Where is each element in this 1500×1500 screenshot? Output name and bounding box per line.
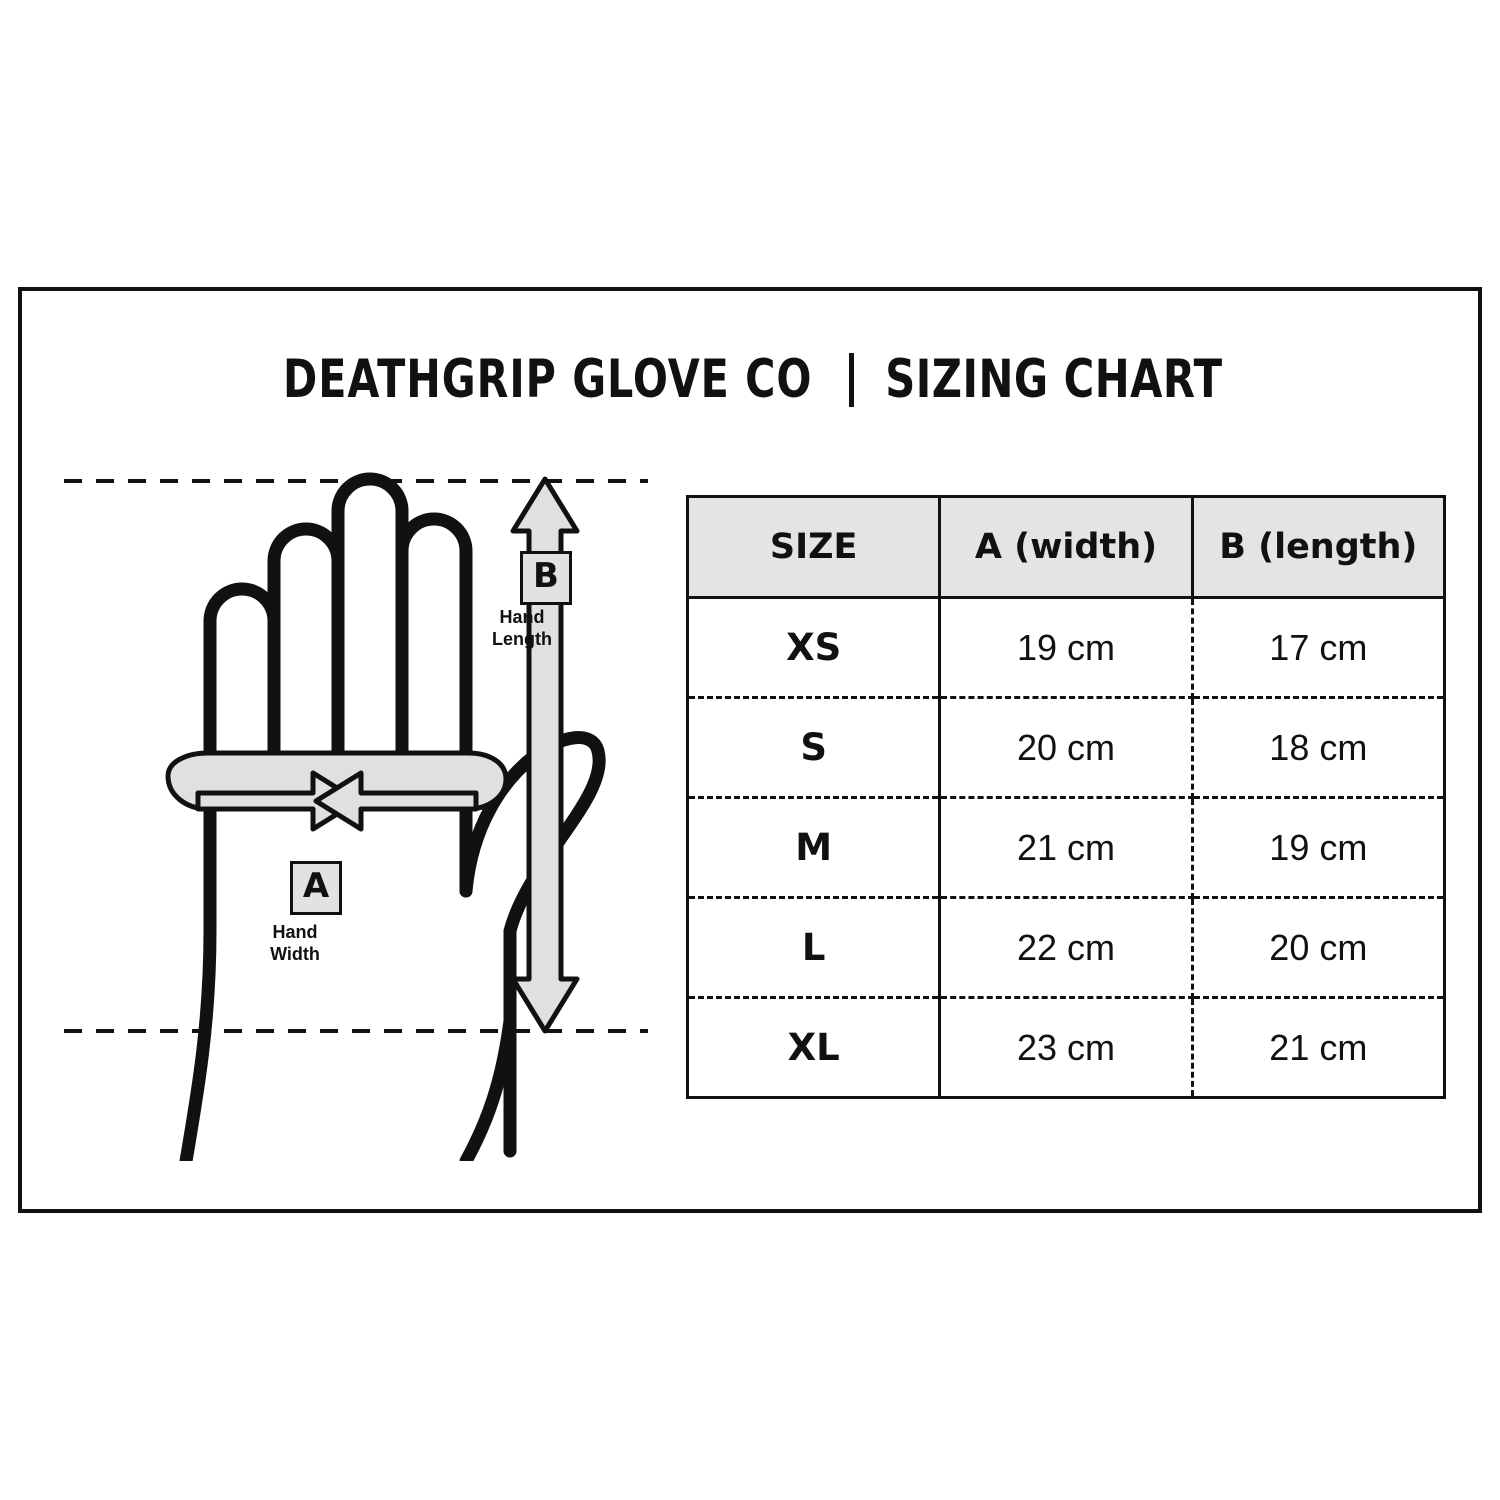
chart-header — [22, 349, 1478, 411]
column-header-b-length: B (length) — [1192, 497, 1444, 598]
column-header-a-width: A (width) — [940, 497, 1192, 598]
label-b-caption-line1: Hand — [499, 607, 545, 627]
size-table — [686, 495, 1446, 1099]
header-divider — [849, 353, 854, 407]
label-a-caption-line1: Hand — [272, 922, 318, 942]
cell-width: 19 cm — [940, 598, 1192, 698]
table-row — [688, 698, 1445, 798]
label-a-badge: A — [290, 861, 342, 915]
table-header-row — [688, 497, 1445, 598]
label-b-badge: B — [520, 551, 572, 605]
cell-length: 18 cm — [1192, 698, 1444, 798]
cell-length: 21 cm — [1192, 998, 1444, 1098]
cell-width: 20 cm — [940, 698, 1192, 798]
label-a-caption-line2: Width — [270, 944, 320, 964]
cell-size: XL — [688, 998, 940, 1098]
cell-width: 23 cm — [940, 998, 1192, 1098]
size-table-head — [688, 497, 1445, 598]
brand-name: DEATHGRIP GLOVE CO — [282, 349, 813, 411]
sizing-chart-card — [18, 287, 1482, 1213]
cell-width: 22 cm — [940, 898, 1192, 998]
cell-size: L — [688, 898, 940, 998]
cell-size: S — [688, 698, 940, 798]
cell-size: M — [688, 798, 940, 898]
table-row — [688, 998, 1445, 1098]
table-row — [688, 598, 1445, 698]
label-b-caption-line2: Length — [492, 629, 552, 649]
cell-width: 21 cm — [940, 798, 1192, 898]
size-table-body — [688, 598, 1445, 1098]
cell-size: XS — [688, 598, 940, 698]
hand-measurement-diagram — [58, 461, 688, 1161]
label-a-caption — [235, 921, 355, 965]
cell-length: 20 cm — [1192, 898, 1444, 998]
table-row — [688, 898, 1445, 998]
page-title: SIZING CHART — [885, 349, 1223, 411]
hand-diagram-svg — [58, 461, 688, 1161]
label-b-caption — [462, 606, 582, 650]
table-row — [688, 798, 1445, 898]
column-header-size: SIZE — [688, 497, 940, 598]
cell-length: 19 cm — [1192, 798, 1444, 898]
cell-length: 17 cm — [1192, 598, 1444, 698]
